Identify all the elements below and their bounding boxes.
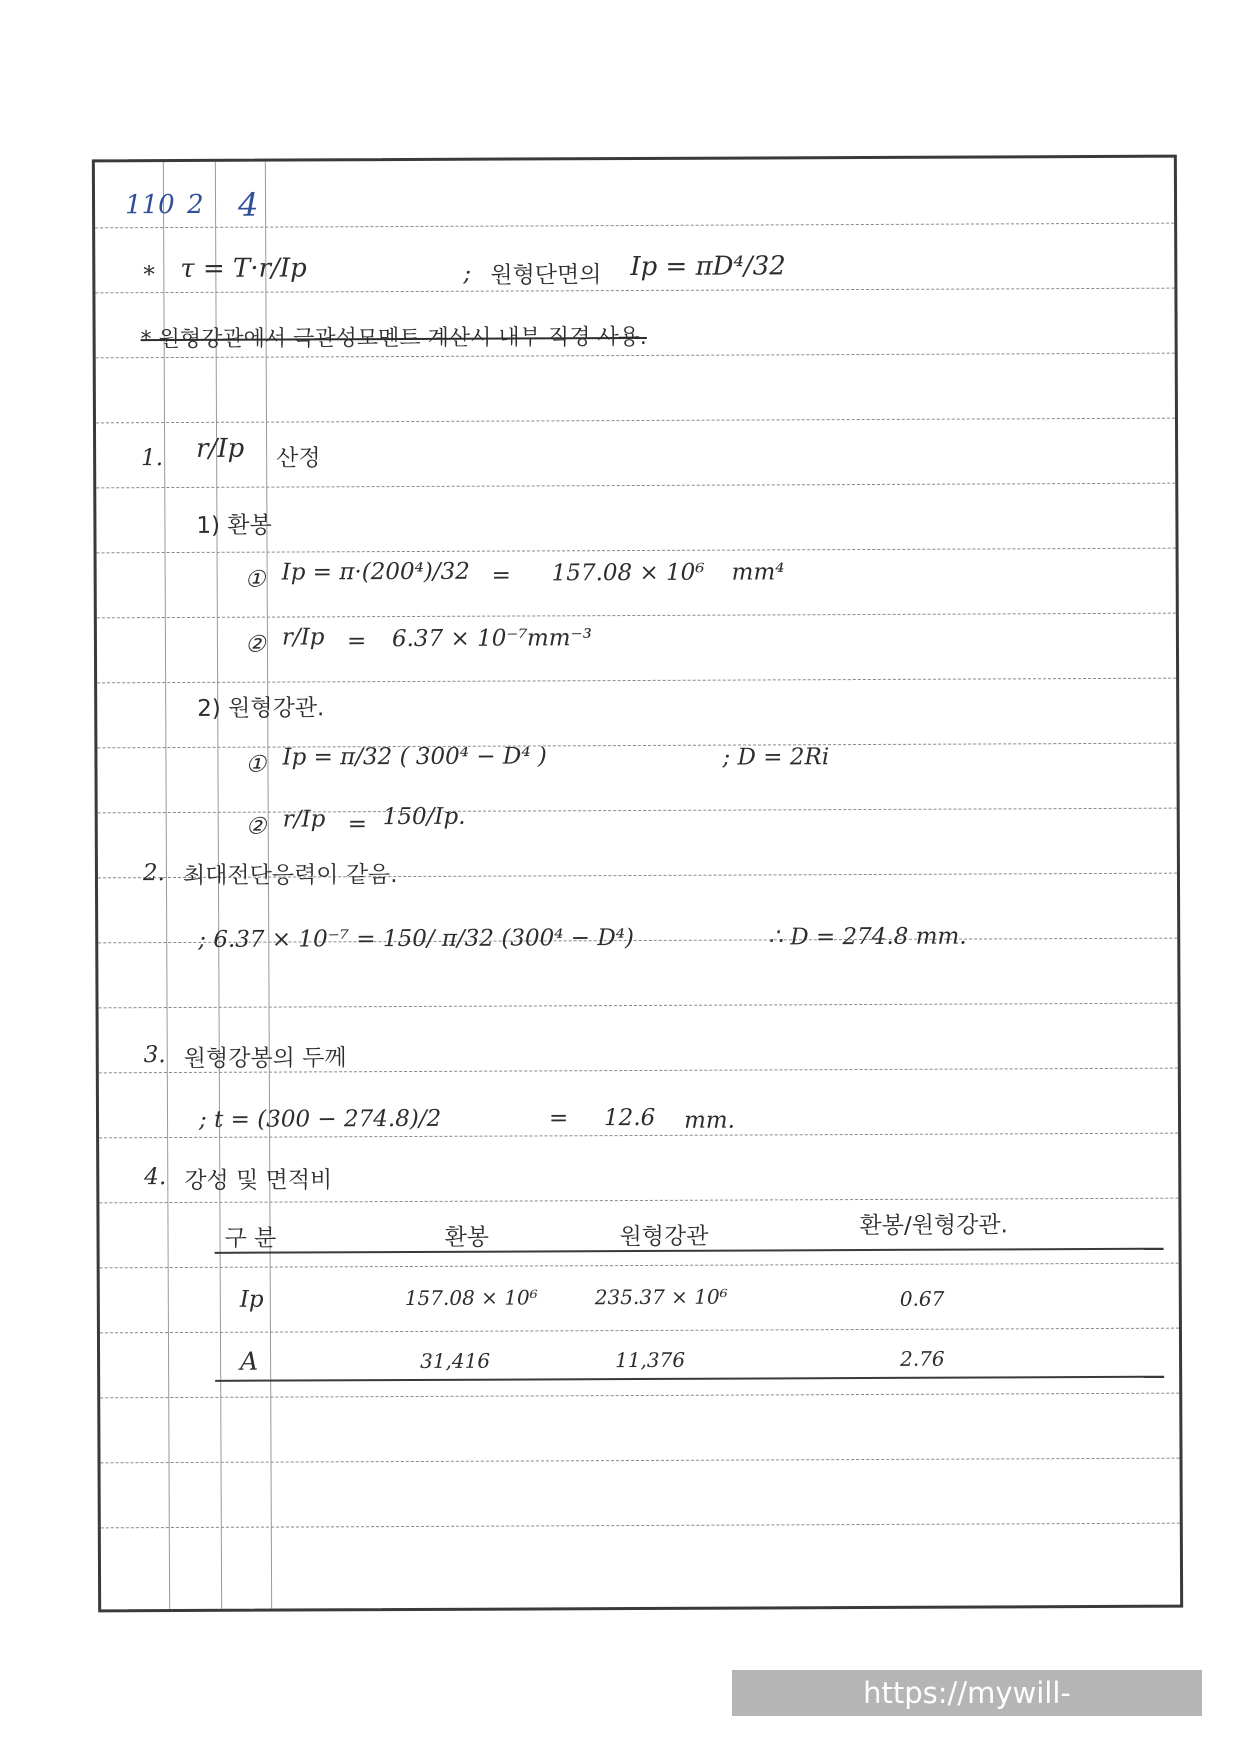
sub2-eq2-eq: = bbox=[347, 811, 368, 838]
sub2-label: 2) 원형강관. bbox=[197, 695, 325, 722]
section1-number: 1. bbox=[141, 445, 164, 472]
ruled-line bbox=[95, 288, 1174, 294]
ruled-line bbox=[99, 1133, 1178, 1139]
ruled-line bbox=[96, 353, 1175, 359]
table-cell: 2.76 bbox=[900, 1346, 945, 1371]
ruled-line bbox=[96, 483, 1175, 489]
sub1-eq2-value: 6.37 × 10⁻⁷ bbox=[391, 625, 528, 653]
ruled-line bbox=[97, 548, 1176, 554]
table-cell: 157.08 × 10⁶ bbox=[404, 1285, 538, 1311]
sub1-eq1-expr: Ip = π·(200⁴)/32 bbox=[281, 558, 470, 586]
sub1-eq2-unit: mm⁻³ bbox=[526, 625, 592, 652]
ruled-line bbox=[99, 1003, 1178, 1009]
sub1-eq1-mark: ① bbox=[244, 566, 266, 593]
ruled-line bbox=[100, 1393, 1179, 1399]
struck-note: * 원형강관에서 극관성모멘트 계산시 내부 직경 사용. bbox=[140, 324, 647, 353]
table-cell: 31,416 bbox=[420, 1348, 491, 1373]
section3-result: 12.6 bbox=[603, 1104, 656, 1132]
section2-eq: ; 6.37 × 10⁻⁷ = 150/ π/32 (300⁴ − D⁴) bbox=[198, 925, 635, 953]
ruled-line bbox=[98, 808, 1177, 814]
tau-formula: τ = T·r/Ip bbox=[180, 253, 307, 284]
sub1-eq1-unit: mm⁴ bbox=[731, 559, 785, 586]
sub1-eq1-value: 157.08 × 10⁶ bbox=[551, 559, 705, 587]
table-header-solid-bar: 환봉 bbox=[444, 1224, 490, 1251]
section3-number: 3. bbox=[143, 1042, 166, 1069]
sub1-eq2-expr: r/Ip bbox=[281, 624, 325, 651]
ruled-line bbox=[100, 1263, 1179, 1269]
ruled-line bbox=[100, 1328, 1179, 1334]
section2-number: 2. bbox=[142, 860, 165, 887]
formula-label: 원형단면의 bbox=[490, 262, 602, 289]
section4-title: 강성 및 면적비 bbox=[184, 1167, 333, 1194]
ruled-line bbox=[97, 678, 1176, 684]
section1-word: 산정 bbox=[276, 445, 321, 472]
sub2-eq2-value: 150/Ip. bbox=[382, 803, 466, 831]
table-bottom-rule bbox=[215, 1376, 1164, 1382]
section2-result: ∴ D = 274.8 mm. bbox=[768, 923, 967, 951]
sub2-eq1-mark: ① bbox=[245, 751, 267, 778]
table-cell: 235.37 × 10⁶ bbox=[594, 1284, 728, 1310]
note-sheet bbox=[92, 155, 1183, 1613]
sub1-label: 1) 환봉 bbox=[196, 512, 272, 539]
ruled-line bbox=[97, 613, 1176, 619]
ip-formula: Ip = πD⁴/32 bbox=[630, 251, 786, 283]
ruled-line bbox=[101, 1523, 1180, 1529]
table-cell-label: Ip bbox=[239, 1286, 264, 1313]
sub1-eq2-eq: = bbox=[346, 628, 367, 655]
table-header-category: 구 분 bbox=[224, 1225, 277, 1252]
bullet-star: * bbox=[143, 262, 155, 289]
section3-eq: ; t = (300 − 274.8)/2 bbox=[198, 1105, 442, 1133]
watermark-url: https://mywill-engineer.tistory.com bbox=[732, 1670, 1202, 1716]
formula-separator: ; bbox=[463, 260, 472, 287]
table-header-ratio: 환봉/원형강관. bbox=[859, 1212, 1008, 1240]
table-cell: 11,376 bbox=[615, 1347, 686, 1373]
sub2-eq2-mark: ② bbox=[245, 813, 267, 840]
sub1-eq2-mark: ② bbox=[244, 631, 266, 658]
table-cell: 0.67 bbox=[899, 1286, 945, 1311]
ruled-line bbox=[99, 1198, 1178, 1204]
sub1-eq1-eq: = bbox=[491, 562, 511, 589]
ruled-line bbox=[97, 743, 1176, 749]
table-cell-label: A bbox=[240, 1346, 259, 1376]
section3-title: 원형강봉의 두께 bbox=[183, 1045, 347, 1072]
sub2-eq1-note: ; D = 2Ri bbox=[722, 744, 830, 771]
section4-number: 4. bbox=[144, 1164, 167, 1191]
ruled-line bbox=[101, 1458, 1180, 1464]
header-question: 4 bbox=[237, 185, 259, 224]
table-header-steel-pipe: 원형강관 bbox=[619, 1223, 709, 1251]
ruled-line bbox=[96, 418, 1175, 424]
section3-unit: mm. bbox=[683, 1107, 736, 1134]
header-session: 2 bbox=[186, 189, 204, 220]
section2-title: 최대전단응력이 같음. bbox=[182, 862, 398, 889]
sub2-eq1-expr: Ip = π/32 ( 300⁴ − D⁴ ) bbox=[282, 743, 547, 771]
header-number: 110 bbox=[124, 190, 175, 221]
section3-eq-sign: = bbox=[548, 1105, 569, 1132]
section1-expr: r/Ip bbox=[196, 433, 245, 464]
sub2-eq2-expr: r/Ip bbox=[282, 806, 326, 833]
